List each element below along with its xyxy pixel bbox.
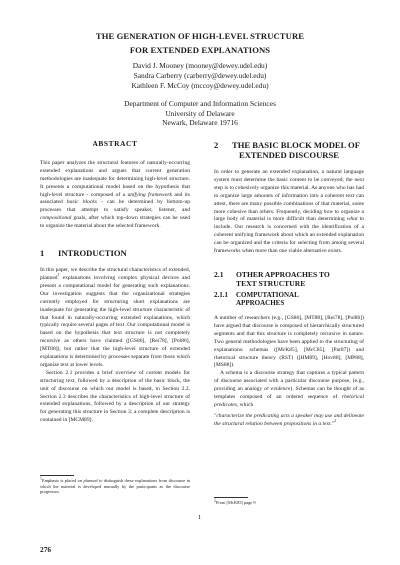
- section-2-number: 2: [214, 140, 219, 150]
- section-2-paragraph: [214, 169, 364, 256]
- s211-p2-text-c: , which: [236, 401, 254, 408]
- affiliation-address: Newark, Delaware 19716: [162, 118, 238, 127]
- section-2-1-1-title-line-2: APPROACHES: [236, 298, 285, 307]
- intro-paragraph-2: Section 2.1 provides a brief overview of current models for structuring text, followed by a description of the basic block, the unit of discourse on which our model is based, in Section 2.2. Section 2.3 describes the characteristics of high-level structure of extended explanations, followed by a description of our strategy for generating this structure in Section 3; a complete description is contained in [MCM89].: [40, 369, 190, 424]
- intro-p1-text-b: explanations involving complex physical devices and present a computational model for generating such explanations. Our investigation suggests that the organizational strategies currently employed for structuring short explanations are inadequate for generating the high-level structure characteristic of that found in naturally-occurring extended explanations, which typically require several pages of text. Our computational model is based on the hypothesis that text structure is not completely recursive as others have claimed ([GS86], [Rei78], [Pol86], [MT88]), but rather that the high-level structure of extended explanations is determined by processes separate from those which organize text at lower levels.: [40, 274, 190, 368]
- footnote-2-ref: 2: [334, 418, 337, 423]
- author-2: Sandra Carberry (carberry@dewey.udel.edu): [133, 71, 267, 80]
- section-1-number: 1: [40, 248, 45, 259]
- abstract-text-a: This paper analyzes the structural features of naturally-occurring extended explanations and argues that current generation methodologies are inadequate for determining high-level structure. It presents a computational model based on the hypothesis that high-level structure - composed of a: [40, 159, 190, 198]
- s211-p2-text-b: ). Schemas can be thought of as templates composed of an ordered sequence of: [214, 386, 365, 401]
- author-1: David J. Mooney (mooney@dewey.udel.edu): [132, 61, 268, 70]
- section-2-1-number: 2.1: [214, 269, 224, 279]
- s2-em-how: how: [323, 208, 334, 215]
- abstract-em-unifying-framework: unifying framework: [127, 191, 173, 198]
- right-column: [214, 140, 364, 429]
- s2-em-what: what: [346, 216, 358, 223]
- abstract-text-b: and its associated: [40, 191, 190, 206]
- footnote-1-ref: 1: [57, 273, 60, 278]
- author-list: [0, 61, 400, 91]
- section-2-1-1-heading: [214, 291, 364, 299]
- section-2-title-line-2: EXTENDED DISCOURSE: [238, 150, 340, 160]
- section-1-title: INTRODUCTION: [58, 248, 127, 259]
- author-3: Kathleen F. McCoy (mccoy@dewey.udel.edu): [131, 81, 269, 90]
- abstract-text-c: - can be determined by bottom-up processes that attempt to satisfy speaker, listener, and: [40, 199, 190, 214]
- intro-p1-text-a: In this paper, we describe the structural characteristics of extended, planned: [40, 267, 190, 281]
- section-2-heading: [214, 140, 364, 150]
- intro-paragraph-1: [40, 267, 190, 370]
- section-2-1-title-line-1: OTHER APPROACHES TO: [236, 269, 330, 279]
- left-column: [40, 140, 190, 425]
- quote-text: "characterize the predicating acts a speaker may use and delineate the structural relation between propositions in a text.": [214, 412, 364, 427]
- section-2-1-1-paragraph-2: [214, 370, 364, 410]
- s211-p2-text-a: A schema is a discourse strategy that captures a typical pattern of discourse associated with a particular discourse purpose, (e.g., providing an analogy: [214, 370, 364, 393]
- schema-definition-quote: [214, 413, 364, 429]
- section-2-1-1-heading-line-2: [214, 299, 364, 307]
- section-2-1-heading: [214, 270, 364, 279]
- s2-text-c: to include. Our research is concerned with the identification of a coherent unifying framework about which an extended explanation can be organized and the criteria for selecting from among several frameworks when more than one viable alternative exists.: [214, 216, 365, 255]
- footnote-2-text: From [McK85] page 9: [215, 500, 256, 505]
- footnote-1: [40, 478, 190, 495]
- abstract-em-compositional: compositional: [40, 215, 72, 222]
- abstract-heading: ABSTRACT: [92, 139, 138, 148]
- footnote-rule-right: [214, 497, 248, 498]
- footnote-1-text-a: Emphasis is placed on: [41, 478, 84, 483]
- section-2-1-1-paragraph-1: A number of researchers (e.g., [GS86], [MT88], [Rei78], [Pol86]) have argued that discourse is composed of hierarchically structured segments and that this structure is completely recursive in nature. Two general methodologies have been applied to the structuring of explanations: schemas ([McK85], [McC85], [Par87]) and rhetorical structure theory (RST) ([HM89], [Hov88], [MP88], [MS88]).: [214, 314, 364, 369]
- section-2-1-1-title-line-1: COMPUTATIONAL: [236, 290, 299, 299]
- page-number-left: 276: [40, 545, 52, 554]
- affiliation-university: University of Delaware: [165, 108, 235, 118]
- footnote-2: [214, 500, 364, 506]
- s211-p2-em-evidence: or evidence: [264, 386, 291, 393]
- s2-text-a: In order to generate an extended explanation, a natural language system must determine the basic content to be conveyed; the next step is to cohesively organize this material. As anyone who has had to organize large amounts of information into a coherent text can attest, there are many possible combinations of that material, some more cohesive than others. Frequently, deciding: [214, 169, 364, 215]
- abstract-body: [40, 160, 190, 231]
- footnote-rule-left: [40, 475, 74, 476]
- footnote-1-text-b: to distinguish these explanations from discourse in which the material is developed mutually by the participants as the discourse progresses.: [40, 478, 190, 495]
- footnote-2-mark: 2: [214, 498, 216, 503]
- affiliation: [0, 99, 400, 128]
- s2-text-b: to organize a large body of material is more difficult than determining: [214, 208, 364, 223]
- section-2-heading-line-2: [214, 150, 364, 160]
- section-2-1-title-line-2: TEXT STRUCTURE: [236, 278, 306, 288]
- section-2-1-heading-line-2: [214, 279, 364, 288]
- section-2-1-1-number: 2.1.1: [214, 290, 228, 299]
- paper-title-line-2: FOR EXTENDED EXPLANATIONS: [129, 45, 271, 55]
- abstract-em-basic-blocks: basic blocks: [66, 199, 97, 206]
- abstract-text-d: goals, after which top-down strategies can be used to organize the material about the selected framework.: [40, 215, 190, 230]
- footnote-1-em: planned: [83, 478, 98, 483]
- paper-title-line-1: THE GENERATION OF HIGH-LEVEL STRUCTURE: [95, 31, 305, 41]
- section-2-title-line-1: THE BASIC BLOCK MODEL OF: [232, 140, 360, 150]
- affiliation-department: Department of Computer and Information Sciences: [124, 99, 276, 108]
- page-number-center: 1: [198, 514, 202, 521]
- section-1-heading: [40, 248, 190, 258]
- s211-p2-em-rhetorical-predicates: rhetorical predicates: [214, 394, 364, 408]
- footnote-1-mark: 1: [40, 476, 42, 481]
